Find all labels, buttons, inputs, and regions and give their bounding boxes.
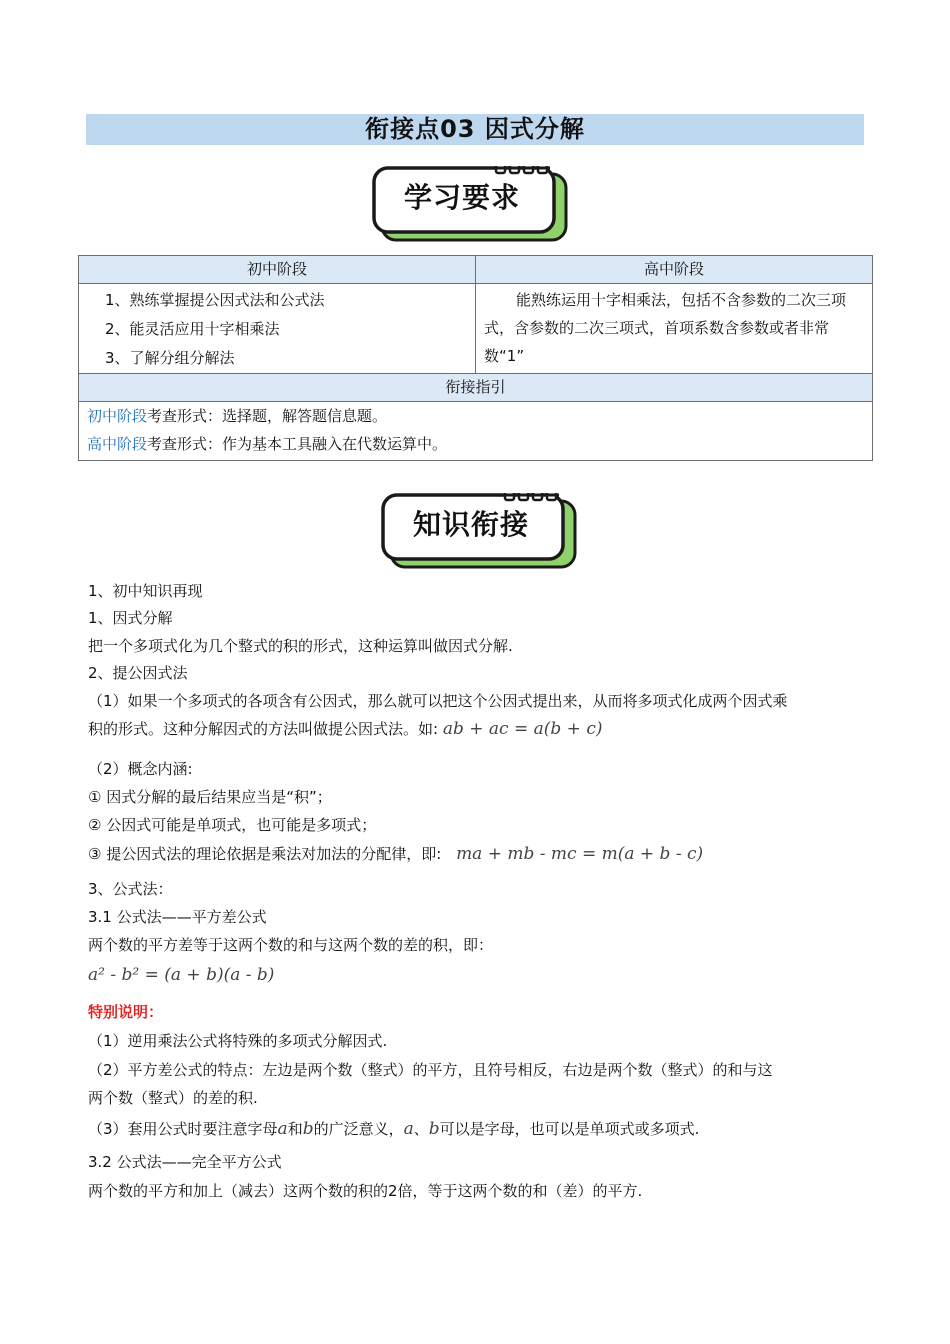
junior-item: 3、了解分组分解法 [105,349,235,367]
variable: b [428,1119,440,1139]
paragraph [88,718,602,739]
knowledge-link-label: 知识衔接 [412,508,529,541]
formula: a² - b² = (a + b)(a - b) [88,965,275,985]
paragraph: （1）如果一个多项式的各项含有公因式，那么就可以把这个公因式提出来，从而将多项式化成两个因式乘 [88,692,788,710]
guide-header: 衔接指引 [79,374,873,402]
paragraph: ① 因式分解的最后结果应当是“积”； [88,788,332,806]
guide-junior-label: 初中阶段 [87,407,148,425]
guide-cell [79,402,873,461]
guide-junior-text: 考查形式：选择题，解答题信息题。 [147,407,388,425]
paragraph: ② 公因式可能是单项式，也可能是多项式； [88,816,377,834]
paragraph: 两个数（整式）的差的积. [88,1089,258,1107]
paragraph: 两个数的平方和加上（减去）这两个数的积的2倍，等于这两个数的和（差）的平方. [88,1182,643,1200]
variable: a [403,1119,414,1139]
senior-stage-header: 高中阶段 [476,256,873,284]
special-note-heading: 特别说明： [88,1003,164,1021]
paragraph: 把一个多项式化为几个整式的积的形式，这种运算叫做因式分解. [88,637,513,655]
guide-senior-text: 考查形式：作为基本工具融入在代数运算中。 [147,435,448,453]
paragraph [88,1118,699,1139]
senior-requirements-cell: 能熟练运用十字相乘法，包括不含参数的二次三项式，含参数的二次三项式，首项系数含参数或者非常数“1” [476,284,873,374]
junior-requirements-cell [79,284,476,374]
paragraph-text: 的广泛意义， [313,1120,404,1138]
section-heading: 1、初中知识再现 [88,582,203,600]
variable: b [302,1119,314,1139]
subsection-heading: 3.1 公式法——平方差公式 [88,908,267,926]
guide-junior-line [87,402,864,430]
knowledge-link-badge [381,493,577,563]
guide-senior-line [87,430,864,458]
formula: ma + mb - mc = m(a + b - c) [456,844,704,864]
page-title: 衔接点03 因式分解 [365,115,585,143]
paragraph-text: 、 [413,1120,429,1138]
formula: ab + ac = a(b + c) [442,719,603,739]
requirements-table [78,255,873,461]
junior-item: 2、能灵活应用十字相乘法 [105,320,280,338]
paragraph [88,843,703,864]
paragraph: （2）概念内涵: [88,760,193,778]
section-heading: 3、公式法： [88,880,173,898]
section-heading: 1、因式分解 [88,609,173,627]
learning-requirements-badge [372,166,568,236]
paragraph: （2）平方差公式的特点：左边是两个数（整式）的平方，且符号相反，右边是两个数（整式）的和与这 [88,1061,773,1079]
learning-requirements-label: 学习要求 [403,181,520,214]
variable: a [277,1119,288,1139]
paragraph-text: ③ 提公因式法的理论依据是乘法对加法的分配律，即: [88,845,442,863]
paragraph-text: （3）套用公式时要注意字母 [88,1120,278,1138]
page-title-bar [86,114,864,145]
junior-stage-header: 初中阶段 [79,256,476,284]
paragraph: （1）逆用乘法公式将特殊的多项式分解因式. [88,1032,388,1050]
subsection-heading: 3.2 公式法——完全平方公式 [88,1153,282,1171]
paragraph-text: 可以是字母，也可以是单项式或多项式. [439,1120,700,1138]
paragraph: 两个数的平方差等于这两个数的和与这两个数的差的积，即： [88,936,494,954]
guide-senior-label: 高中阶段 [87,435,148,453]
section-heading: 2、提公因式法 [88,664,188,682]
junior-item: 1、熟练掌握提公因式法和公式法 [105,291,325,309]
paragraph-text: 积的形式。这种分解因式的方法叫做提公因式法。如: [88,720,439,738]
paragraph-text: 和 [287,1120,303,1138]
